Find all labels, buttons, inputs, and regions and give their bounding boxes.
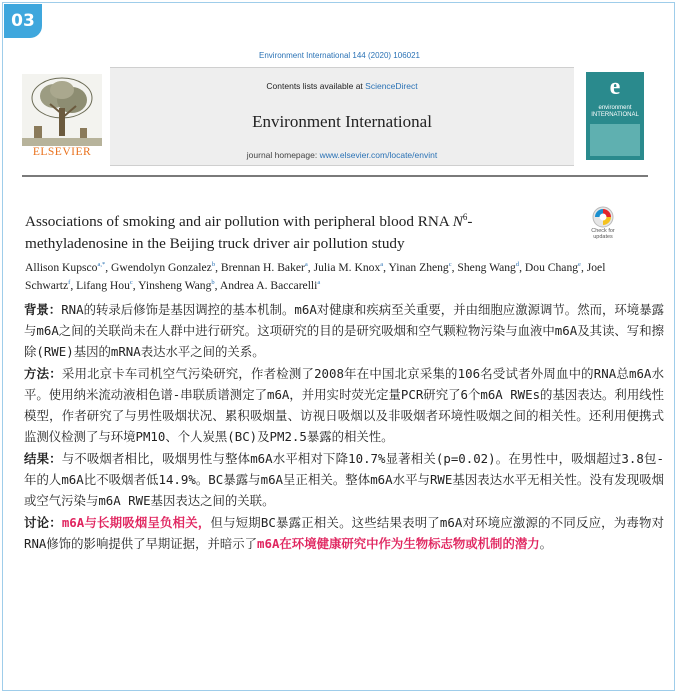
author-affiliation[interactable]: b [211, 261, 216, 268]
background-label: 背景： [24, 302, 62, 317]
background-paragraph: 背景：RNA的转录后修饰是基因调控的基本机制。m6A对健康和疾病至关重要，并由细胞应激源调节。然而，环境暴露与m6A之间的关联尚未在人群中进行研究。这项研究的目的是研究吸烟和空气颗粒物污染与血液中m6A及其读、写和擦除(RWE)基因的mRNA表达水平之间的关系。 [24, 302, 664, 359]
contents-line: Contents lists available at ScienceDirect [266, 81, 418, 91]
author-affiliation[interactable]: e [578, 261, 581, 268]
results-paragraph: 结果：与不吸烟者相比，吸烟男性与整体m6A水平相对下降10.7%显著相关(p=0.02)。在男性中，吸烟超过3.8包-年的人m6A比不吸烟者低14.9%。BC暴露与m6A呈正相关。整体m6A水平与RWE基因表达水平无相关性。没有发现吸烟或空气污染与m6A RWE基因表达之间的关联。 [24, 451, 664, 508]
author-affiliation[interactable]: b [211, 279, 215, 287]
author-name[interactable]: Joel Schwartz [25, 260, 606, 293]
cover-title: environment INTERNATIONAL [591, 105, 639, 118]
author-affiliation[interactable]: a,* [97, 261, 106, 268]
tree-icon [22, 74, 102, 146]
journal-title: Environment International [252, 112, 432, 131]
header-divider [22, 175, 648, 177]
article-title: Associations of smoking and air pollution with peripheral blood RNA $N^6$-methyladenosine in the Beijing truck driver air pollution study [25, 212, 473, 253]
author-affiliation[interactable]: d [515, 261, 520, 268]
homepage-line: journal homepage: www.elsevier.com/locate/envint [246, 150, 438, 160]
crossmark-icon [585, 206, 621, 228]
author-name[interactable]: Lifang Hou [76, 279, 130, 293]
author-name[interactable]: Yinsheng Wang [138, 279, 212, 293]
author-affiliation[interactable]: a [317, 279, 321, 287]
discussion-label: 讨论： [24, 515, 62, 530]
summary-text [24, 299, 664, 555]
author-name[interactable]: Allison Kupsco [25, 260, 98, 274]
author-affiliation[interactable]: f [68, 279, 71, 287]
author-list: Allison Kupsco$^{a,*}$, Gwendolyn Gonzalez$^b$, Brennan H. Baker$^a$, Julia M. Knox$^a$, Yinan Zheng$^c$, Sheng Wang$^d$, Dou Chang$^e$, Joel Schwartz$^f$, Lifang Hou$^c$, Yinsheng Wang$^b$, Andrea A. Baccarelli$^a$ [25, 260, 606, 293]
check-for-updates-label: Check for updates [591, 228, 615, 240]
homepage-link[interactable]: www.elsevier.com/locate/envint [319, 150, 438, 160]
discussion-highlight-1: m6A与长期吸烟呈负相关， [61, 515, 211, 530]
author-affiliation[interactable]: a [304, 261, 308, 268]
author-name[interactable]: Dou Chang [524, 260, 579, 274]
author-name[interactable]: Brennan H. Baker [220, 260, 305, 274]
results-label: 结果： [24, 451, 62, 466]
author-name[interactable]: Julia M. Knox [313, 260, 381, 274]
author-name[interactable]: Andrea A. Baccarelli [219, 279, 318, 293]
sciencedirect-link[interactable]: ScienceDirect [365, 81, 418, 91]
journal-cover [586, 72, 644, 160]
journal-citation[interactable]: Environment International 144 (2020) 106021 [259, 51, 420, 60]
journal-header [110, 67, 574, 166]
author-name[interactable]: Sheng Wang [457, 260, 516, 274]
cover-image [590, 124, 640, 156]
author-name[interactable]: Gwendolyn Gonzalez [111, 260, 212, 274]
author-affiliation[interactable]: a [380, 261, 384, 268]
discussion-paragraph: 讨论：m6A与长期吸烟呈负相关，但与短期BC暴露正相关。这些结果表明了m6A对环境应激源的不同反应，为毒物对RNA修饰的影响提供了早期证据，并暗示了m6A在环境健康研究中作为生物标志物或机制的潜力。 [24, 515, 664, 551]
author-affiliation[interactable]: c [129, 279, 133, 287]
author-name[interactable]: Yinan Zheng [388, 260, 449, 274]
author-affiliation[interactable]: c [448, 261, 452, 268]
cover-letter: e [609, 74, 621, 100]
section-number-badge: 03 [4, 4, 42, 38]
discussion-highlight-2: m6A在环境健康研究中作为生物标志物或机制的潜力 [257, 536, 540, 551]
publisher-name: ELSEVIER [32, 146, 92, 158]
methods-paragraph: 方法：采用北京卡车司机空气污染研究，作者检测了2008年在中国北京采集的106名受试者外周血中的RNA总m6A水平。使用纳米流动液相色谱-串联质谱测定了m6A，并用实时荧光定量PCR研究了6个m6A RWEs的基因表达。利用线性模型，作者研究了与男性吸烟状况、累积吸烟量、访视日吸烟以及非吸烟者环境性吸烟之间的相关性。还利用便携式监测仪检测了与环境PM10、个人炭黑(BC)及PM2.5暴露的相关性。 [24, 366, 664, 444]
methods-label: 方法： [24, 366, 62, 381]
